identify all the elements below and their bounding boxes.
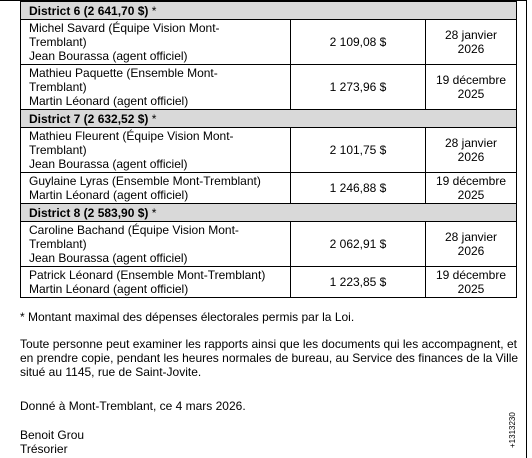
- official-agent: Jean Bourassa (agent officiel): [29, 251, 188, 265]
- signer-title: Trésorier: [20, 442, 68, 456]
- expense-amount: 2 101,75 $: [291, 128, 426, 173]
- candidate-cell: [21, 65, 291, 110]
- notice-line: Toute personne peut examiner les rapports ainsi que les documents qui les accompagnent, et: [20, 337, 517, 351]
- district-header: [21, 110, 517, 128]
- report-date-line1: 19 décembre: [435, 268, 507, 282]
- public-notice-paragraph: [20, 337, 520, 379]
- table-row: [21, 222, 517, 267]
- candidate-name-line2: Tremblant): [29, 35, 87, 49]
- signer-name: Benoit Grou: [20, 428, 85, 442]
- district-marker: *: [151, 3, 157, 18]
- expense-amount: 1 223,85 $: [291, 267, 426, 298]
- district-title: District 7 (2 632,52 $): [29, 111, 149, 126]
- expense-amount: 2 062,91 $: [291, 222, 426, 267]
- report-date-line2: 2025: [457, 188, 485, 202]
- candidate-cell: [21, 128, 291, 173]
- table-row: [21, 173, 517, 204]
- footnote: * Montant maximal des dépenses électorales permis par la Loi.: [20, 310, 355, 324]
- report-date-line1: 28 janvier 2026: [444, 230, 498, 258]
- table-row: [21, 20, 517, 65]
- report-date-line1: 19 décembre: [435, 174, 507, 188]
- reference-code: +1313230: [508, 412, 517, 448]
- candidate-cell: [21, 20, 291, 65]
- report-date-line2: 2025: [457, 87, 485, 101]
- district-header-row: [21, 2, 517, 20]
- notice-line: situé au 1145, rue de Saint-Jovite.: [20, 365, 202, 379]
- notice-line: en prendre copie, pendant les heures normales de bureau, au Service des finances de la Ville: [20, 351, 519, 365]
- district-title: District 6 (2 641,70 $): [29, 3, 149, 18]
- candidate-cell: [21, 222, 291, 267]
- district-header: [21, 204, 517, 222]
- candidate-name-line1: Mathieu Paquette (Ensemble Mont-: [29, 66, 218, 80]
- candidate-cell: [21, 173, 291, 204]
- report-date-line1: 28 janvier 2026: [444, 28, 498, 56]
- candidate-name-line1: Guylaine Lyras (Ensemble Mont-Tremblant): [29, 174, 261, 188]
- candidate-name-line1: Michel Savard (Équipe Vision Mont-: [29, 21, 220, 35]
- official-agent: Jean Bourassa (agent officiel): [29, 157, 188, 171]
- given-at-statement: Donné à Mont-Tremblant, ce 4 mars 2026.: [20, 399, 246, 413]
- report-date-line1: 19 décembre: [435, 73, 507, 87]
- candidate-name-line2: Tremblant): [29, 143, 87, 157]
- report-date-cell: [426, 173, 517, 204]
- table-row: [21, 128, 517, 173]
- signature-block: [20, 428, 84, 456]
- report-date-cell: [426, 20, 517, 65]
- candidate-name-line2: Tremblant): [29, 80, 87, 94]
- district-header: [21, 2, 517, 20]
- expense-amount: 2 109,08 $: [291, 20, 426, 65]
- district-header-row: [21, 204, 517, 222]
- page-border-right: [526, 0, 527, 458]
- official-agent: Martin Léonard (agent officiel): [29, 94, 189, 108]
- expense-amount: 1 246,88 $: [291, 173, 426, 204]
- report-date-line1: 28 janvier 2026: [444, 136, 498, 164]
- official-agent: Jean Bourassa (agent officiel): [29, 49, 188, 63]
- report-date-line2: 2025: [457, 282, 485, 296]
- district-title: District 8 (2 583,90 $): [29, 205, 149, 220]
- table-row: [21, 267, 517, 298]
- candidate-name-line1: Mathieu Fleurent (Équipe Vision Mont-: [29, 129, 234, 143]
- official-agent: Martin Léonard (agent officiel): [29, 188, 189, 202]
- candidate-name-line1: Patrick Léonard (Ensemble Mont-Tremblant): [29, 268, 266, 282]
- report-date-cell: [426, 267, 517, 298]
- district-marker: *: [151, 111, 157, 126]
- expense-amount: 1 273,96 $: [291, 65, 426, 110]
- expense-reports-table: [20, 1, 517, 298]
- report-date-cell: [426, 65, 517, 110]
- candidate-name-line2: Tremblant): [29, 237, 87, 251]
- district-marker: *: [151, 205, 157, 220]
- candidate-name-line1: Caroline Bachand (Équipe Vision Mont-: [29, 223, 239, 237]
- official-agent: Martin Léonard (agent officiel): [29, 282, 189, 296]
- candidate-cell: [21, 267, 291, 298]
- report-date-cell: [426, 128, 517, 173]
- report-date-cell: [426, 222, 517, 267]
- table-row: [21, 65, 517, 110]
- district-header-row: [21, 110, 517, 128]
